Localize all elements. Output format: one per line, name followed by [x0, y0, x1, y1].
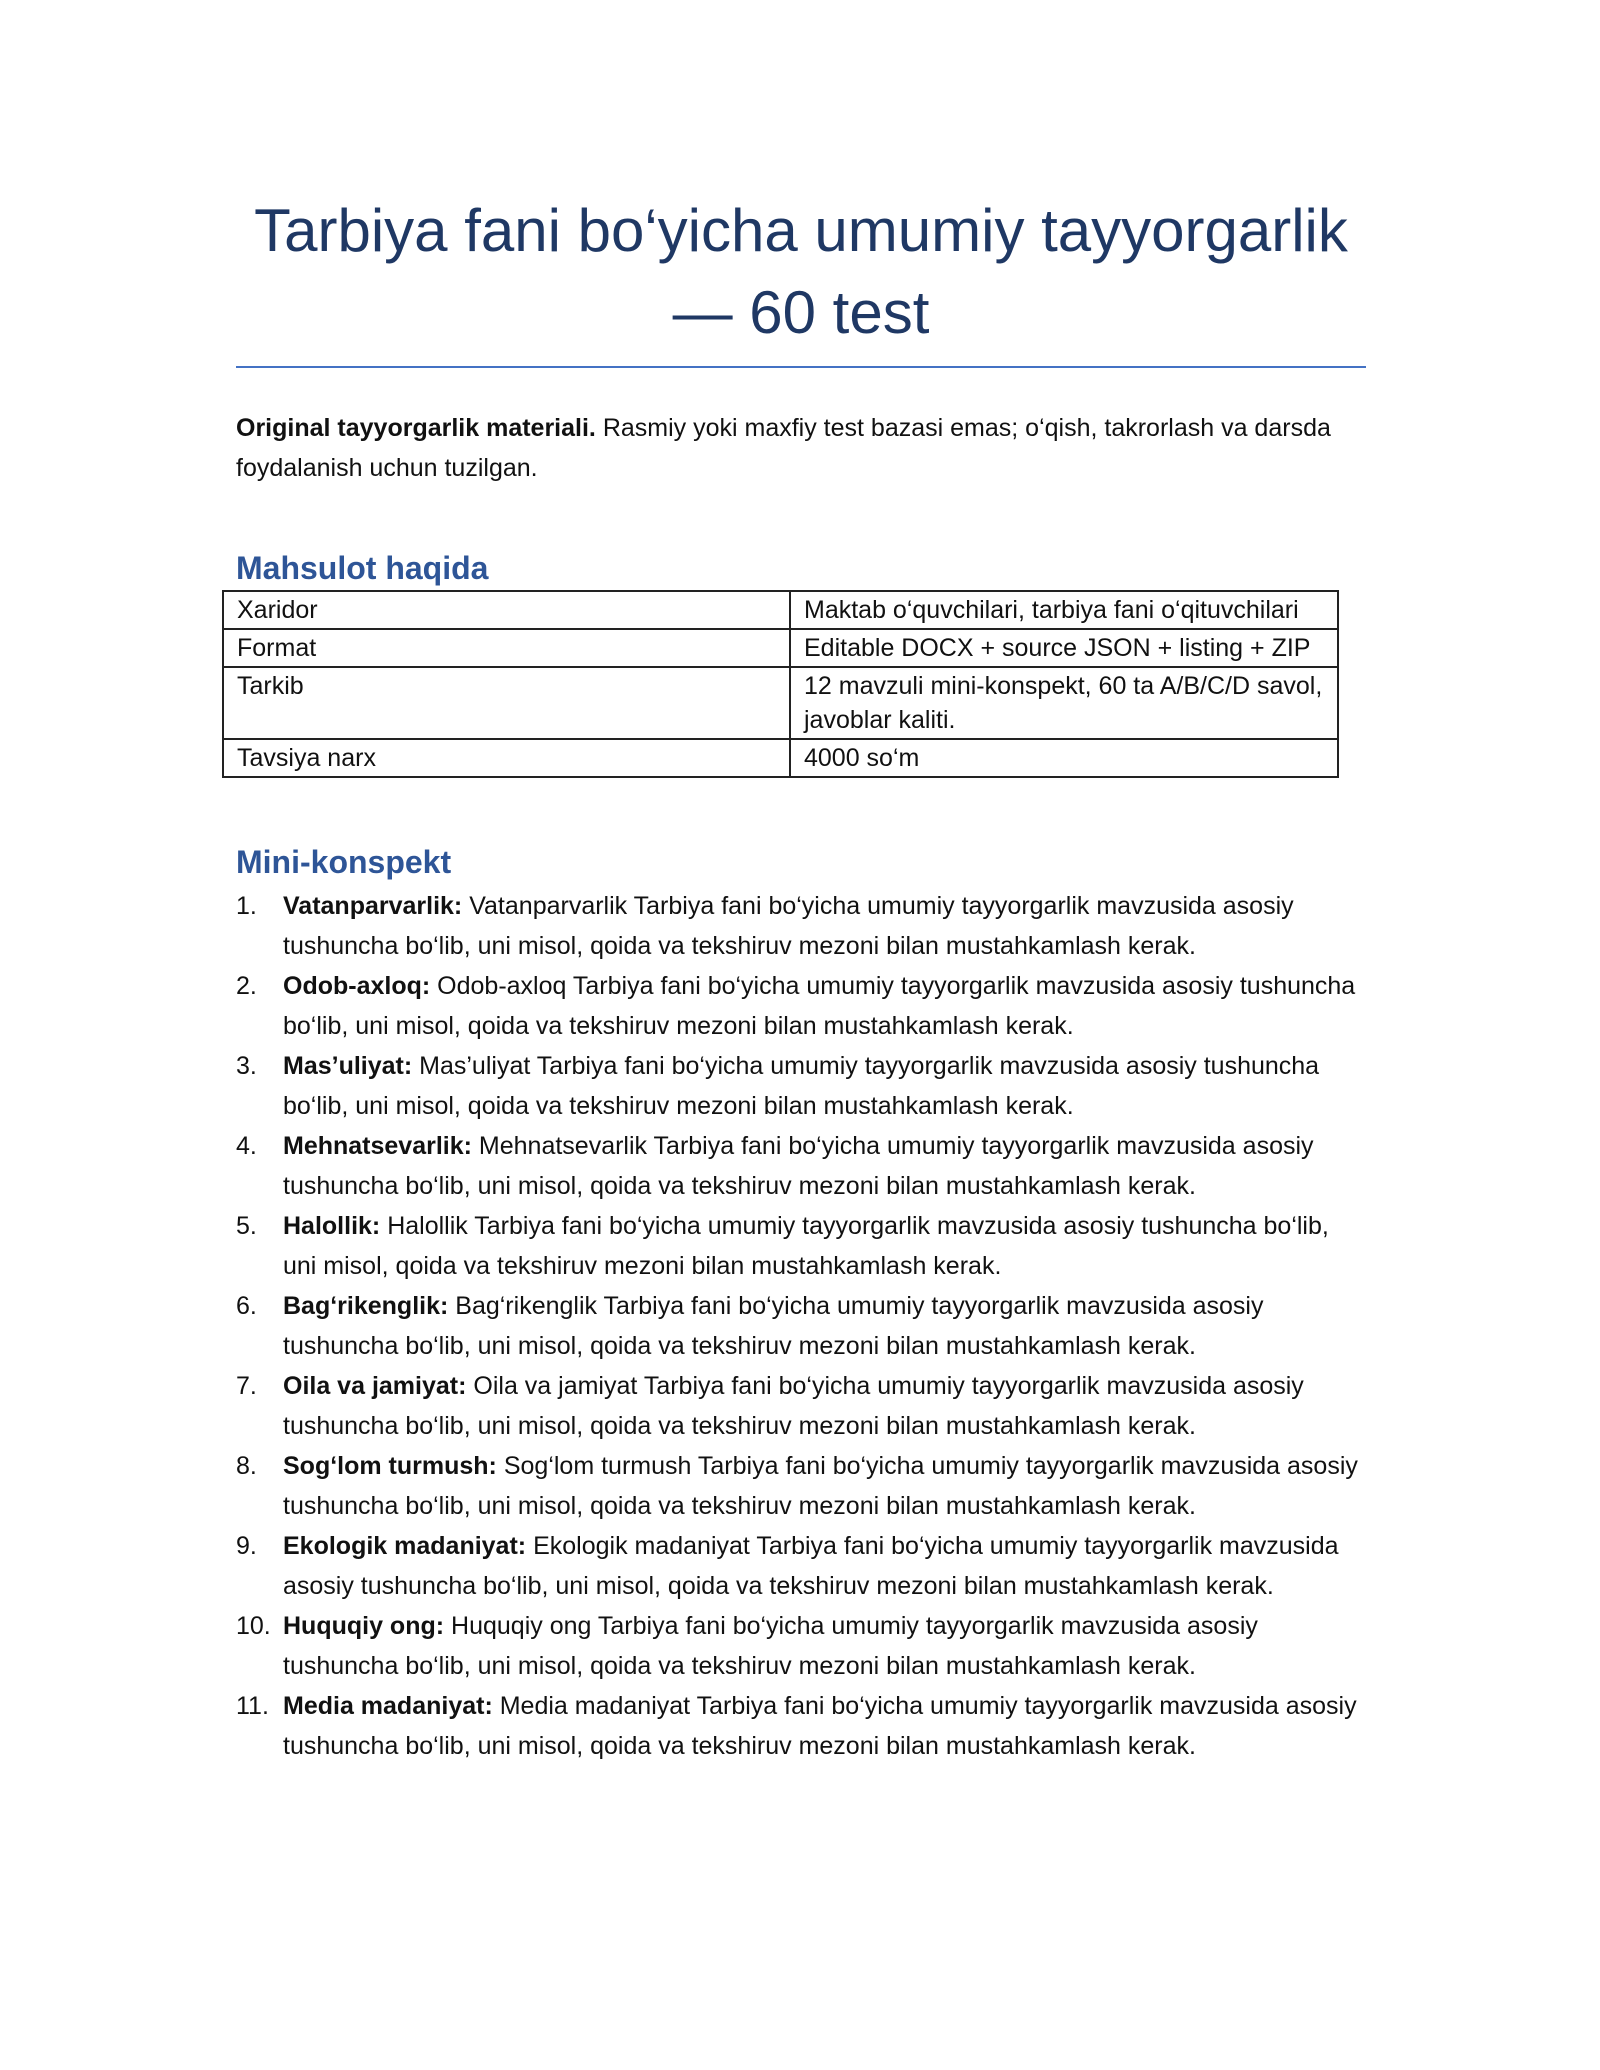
table-cell-value: 4000 so‘m — [790, 739, 1338, 777]
table-cell-label: Xaridor — [223, 591, 790, 629]
list-item-number: 8. — [236, 1452, 257, 1480]
list-item — [236, 1686, 1366, 1766]
list-item-number: 11. — [236, 1692, 269, 1720]
list-item-term: Halollik: — [283, 1212, 381, 1240]
list-item-term: Sog‘lom turmush: — [283, 1452, 497, 1480]
list-item-number: 3. — [236, 1052, 257, 1080]
table-cell-label: Format — [223, 629, 790, 667]
product-info-table — [222, 590, 1339, 778]
list-item-text: Ekologik madaniyat Tarbiya fani bo‘yicha umumiy tayyorgarlik mavzusida asosiy tushuncha bo‘lib, uni misol, qoida va tekshiruv mezoni bilan mustahkamlash kerak. — [283, 1532, 1339, 1600]
list-item-term: Oila va jamiyat: — [283, 1372, 467, 1400]
list-item-number: 7. — [236, 1372, 257, 1400]
list-item-term: Mas’uliyat: — [283, 1052, 413, 1080]
list-item-number: 2. — [236, 972, 257, 1000]
list-item — [236, 1206, 1366, 1286]
document-page — [236, 190, 1366, 1766]
list-item-text: Bag‘rikenglik Tarbiya fani bo‘yicha umumiy tayyorgarlik mavzusida asosiy tushuncha bo‘lib, uni misol, qoida va tekshiruv mezoni bilan mustahkamlash kerak. — [283, 1292, 1264, 1360]
table-cell-label: Tarkib — [223, 667, 790, 739]
list-item — [236, 1126, 1366, 1206]
product-section-heading: Mahsulot haqida — [236, 550, 489, 586]
list-item — [236, 966, 1366, 1046]
list-item — [236, 1446, 1366, 1526]
list-item-text: Mehnatsevarlik Tarbiya fani bo‘yicha umumiy tayyorgarlik mavzusida asosiy tushuncha bo‘lib, uni misol, qoida va tekshiruv mezoni bilan mustahkamlash kerak. — [283, 1132, 1314, 1200]
list-item-term: Huquqiy ong: — [283, 1612, 445, 1640]
list-item — [236, 886, 1366, 966]
table-cell-label: Tavsiya narx — [223, 739, 790, 777]
list-item-term: Ekologik madaniyat: — [283, 1532, 527, 1560]
list-item-text: Huquqiy ong Tarbiya fani bo‘yicha umumiy tayyorgarlik mavzusida asosiy tushuncha bo‘lib, uni misol, qoida va tekshiruv mezoni bilan mustahkamlash kerak. — [283, 1612, 1258, 1680]
list-item-text: Oila va jamiyat Tarbiya fani bo‘yicha umumiy tayyorgarlik mavzusida asosiy tushuncha bo‘lib, uni misol, qoida va tekshiruv mezoni bilan mustahkamlash kerak. — [283, 1372, 1304, 1440]
list-item-text: Media madaniyat Tarbiya fani bo‘yicha umumiy tayyorgarlik mavzusida asosiy tushuncha bo‘lib, uni misol, qoida va tekshiruv mezoni bilan mustahkamlash kerak. — [283, 1692, 1357, 1760]
list-item — [236, 1286, 1366, 1366]
list-item-term: Vatanparvarlik: — [283, 892, 463, 920]
list-item-number: 4. — [236, 1132, 257, 1160]
list-item-text: Mas’uliyat Tarbiya fani bo‘yicha umumiy tayyorgarlik mavzusida asosiy tushuncha bo‘lib, uni misol, qoida va tekshiruv mezoni bilan mustahkamlash kerak. — [283, 1052, 1320, 1120]
intro-text: Rasmiy yoki maxfiy test bazasi emas; o‘qish, takrorlash va darsda foydalanish uchun tuzilgan. — [236, 414, 1331, 482]
list-item-number: 6. — [236, 1292, 257, 1320]
list-item-number: 9. — [236, 1532, 257, 1560]
list-item-text: Sog‘lom turmush Tarbiya fani bo‘yicha umumiy tayyorgarlik mavzusida asosiy tushuncha bo‘lib, uni misol, qoida va tekshiruv mezoni bilan mustahkamlash kerak. — [283, 1452, 1358, 1520]
table-cell-value: Editable DOCX + source JSON + listing + ZIP — [790, 629, 1338, 667]
mini-konspekt-list — [236, 886, 1366, 1766]
table-row — [223, 591, 1338, 629]
list-item-term: Bag‘rikenglik: — [283, 1292, 449, 1320]
table-row — [223, 629, 1338, 667]
list-item-term: Odob-axloq: — [283, 972, 431, 1000]
list-item-text: Vatanparvarlik Tarbiya fani bo‘yicha umumiy tayyorgarlik mavzusida asosiy tushuncha bo‘lib, uni misol, qoida va tekshiruv mezoni bilan mustahkamlash kerak. — [283, 892, 1294, 960]
mini-section-heading: Mini-konspekt — [236, 844, 452, 880]
list-item-number: 5. — [236, 1212, 257, 1240]
list-item — [236, 1366, 1366, 1446]
table-row — [223, 739, 1338, 777]
list-item — [236, 1526, 1366, 1606]
table-cell-value: Maktab o‘quvchilari, tarbiya fani o‘qituvchilari — [790, 591, 1338, 629]
list-item-term: Mehnatsevarlik: — [283, 1132, 472, 1160]
table-cell-value: 12 mavzuli mini-konspekt, 60 ta A/B/C/D savol, javoblar kaliti. — [790, 667, 1338, 739]
table-row — [223, 667, 1338, 739]
list-item — [236, 1606, 1366, 1686]
document-title: Tarbiya fani bo‘yicha umumiy tayyorgarlik — 60 test — [236, 190, 1366, 368]
list-item-text: Halollik Tarbiya fani bo‘yicha umumiy tayyorgarlik mavzusida asosiy tushuncha bo‘lib, uni misol, qoida va tekshiruv mezoni bilan mustahkamlash kerak. — [283, 1212, 1329, 1280]
list-item-text: Odob-axloq Tarbiya fani bo‘yicha umumiy tayyorgarlik mavzusida asosiy tushuncha bo‘lib, uni misol, qoida va tekshiruv mezoni bilan mustahkamlash kerak. — [283, 972, 1356, 1040]
list-item-number: 1. — [236, 892, 257, 920]
intro-bold: Original tayyorgarlik materiali. — [236, 414, 596, 442]
intro-paragraph — [236, 408, 1366, 488]
list-item — [236, 1046, 1366, 1126]
list-item-number: 10. — [236, 1612, 271, 1640]
list-item-term: Media madaniyat: — [283, 1692, 493, 1720]
